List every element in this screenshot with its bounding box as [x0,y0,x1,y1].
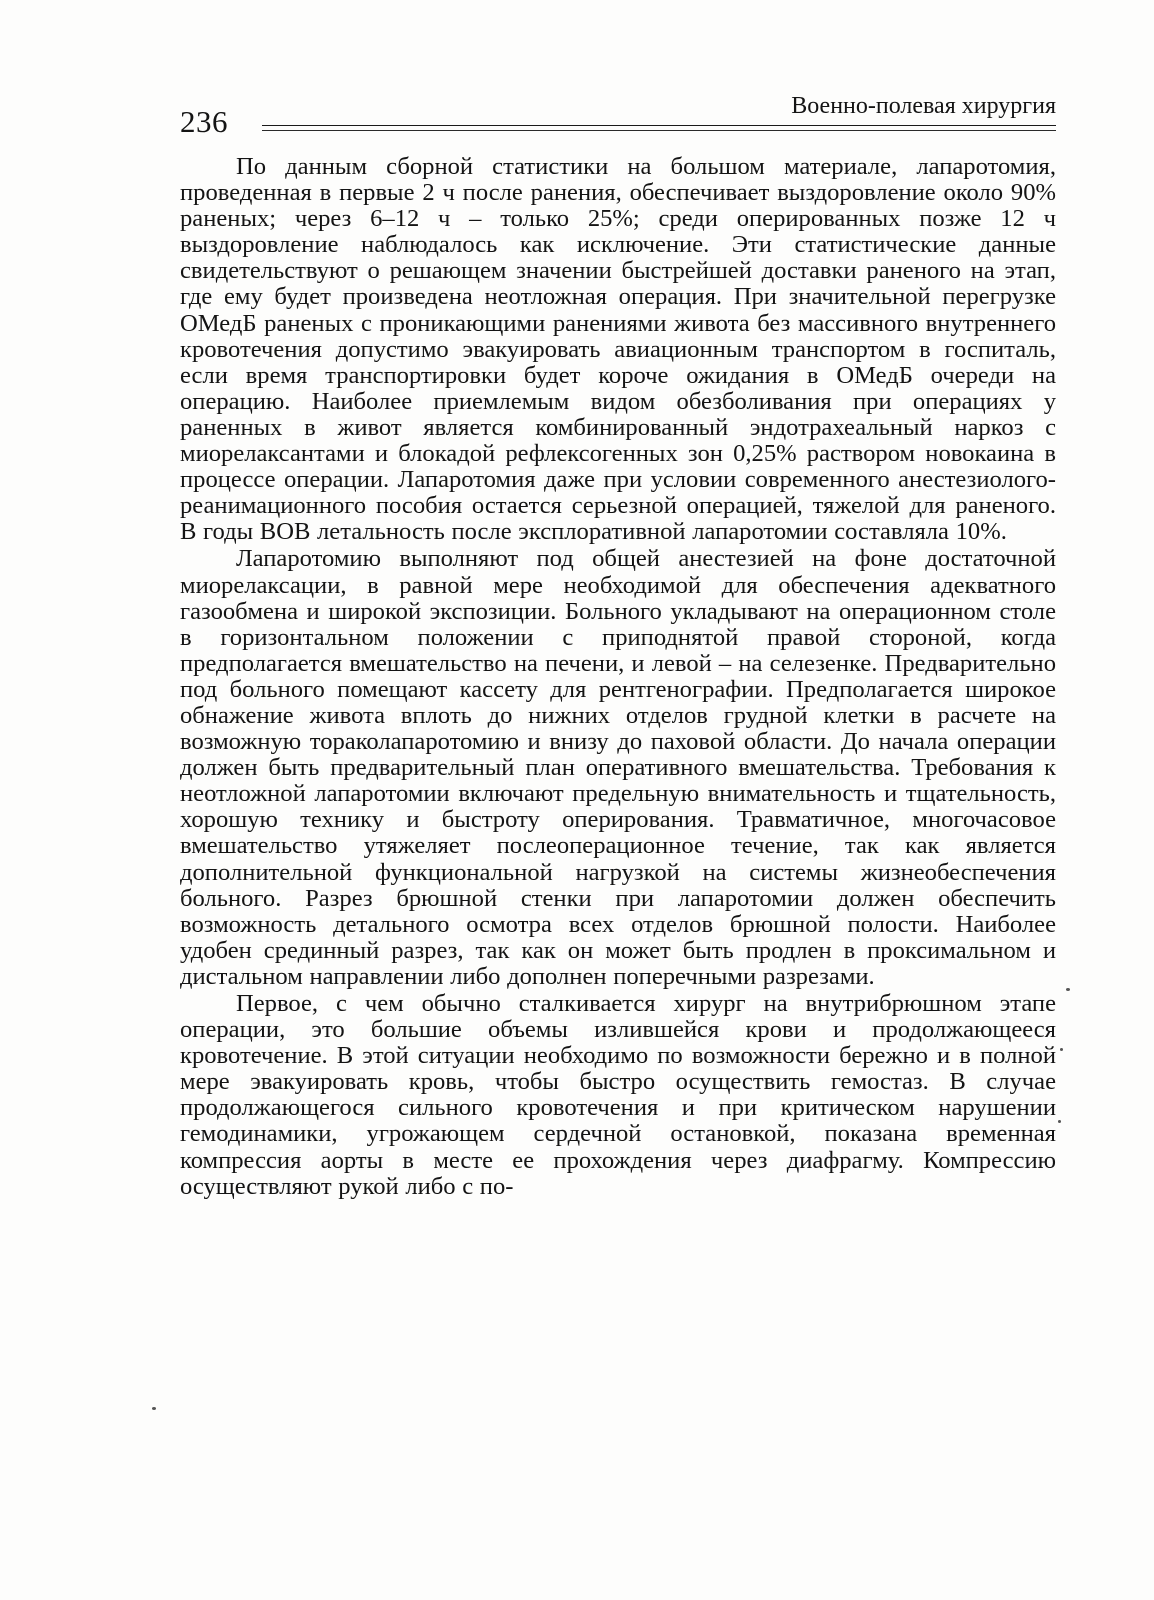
scan-speck [1066,988,1070,991]
paragraph-hemorrhage: Первое, с чем обычно сталкивается хирург на внутрибрюшном этапе операции, это большие объемы излившейся крови и продолжающееся кровотечение. В этой ситуации необходимо по возможности бережно и в полной мере эвакуировать кровь, чтобы быстро осуществить гемостаз. В случае продолжающегося сильного кровотечения и при критическом нарушении гемодинамики, угрожающем сердечной остановкой, показана временная компрессия аорты в месте ее прохождения через диафрагму. Компрессию осуществляют рукой либо с по- [180,990,1056,1200]
page-number: 236 [180,104,228,139]
scan-speck [1060,1048,1063,1051]
header-rule-lower [262,130,1056,131]
paragraph-statistics: По данным сборной статистики на большом материале, лапаротомия, проведенная в первые 2 ч после ранения, обеспечивает выздоровление около 90% раненых; через 6–12 ч – только 25%; среди оперированных позже 12 ч выздоровление наблюдалось как исключение. Эти статистические данные свидетельствуют о решающем значении быстрейшей доставки раненого на этап, где ему будет произведена неотложная операция. При значительной перегрузке ОМедБ раненых с проникающими ранениями живота без массивного внутреннего кровотечения допустимо эвакуировать авиационным транспортом в госпиталь, если время транспортировки будет короче ожидания в ОМедБ очереди на операцию. Наиболее приемлемым видом обезболивания при операциях у раненных в живот является комбинированный эндотрахеальный наркоз с миорелаксантами и блокадой рефлексогенных зон 0,25% раствором новокаина в процессе операции. Лапаротомия даже при условии современного анестезиолого-реанимационного пособия остается серьезной операцией, тяжелой для раненого. В годы ВОВ летальность после эксплоративной лапаротомии составляла 10%. [180,153,1056,546]
running-title: Военно-полевая хирургия [791,93,1056,119]
paragraph-laparotomy-technique: Лапаротомию выполняют под общей анестезией на фоне достаточной миорелаксации, в равной мере необходимой для обеспечения адекватного газообмена и широкой экспозиции. Больного укладывают на операционном столе в горизонтальном положении с приподнятой правой стороной, когда предполагается вмешательство на печени, и левой – на селезенке. Предварительно под больного помещают кассету для рентгенографии. Предполагается широкое обнажение живота вплоть до нижних отделов грудной клетки в расчете на возможную тораколапаротомию и внизу до паховой области. До начала операции должен быть предварительный план оперативного вмешательства. Требования к неотложной лапаротомии включают предельную внимательность и тщательность, хорошую технику и быстроту оперирования. Травматичное, многочасовое вмешательство утяжеляет послеоперационное течение, так как является дополнительной функциональной нагрузкой на системы жизнеобеспечения больного. Разрез брюшной стенки при лапаротомии должен обеспечить возможность детального осмотра всех отделов брюшной полости. Наиболее удобен срединный разрез, так как он может быть продлен в проксимальном и дистальном направлении либо дополнен поперечными разрезами. [180,545,1056,990]
scan-speck [1058,1120,1061,1123]
scan-speck [152,1407,156,1410]
body-text [180,154,1056,1201]
header-rule [262,125,1056,126]
running-header [180,92,1056,140]
